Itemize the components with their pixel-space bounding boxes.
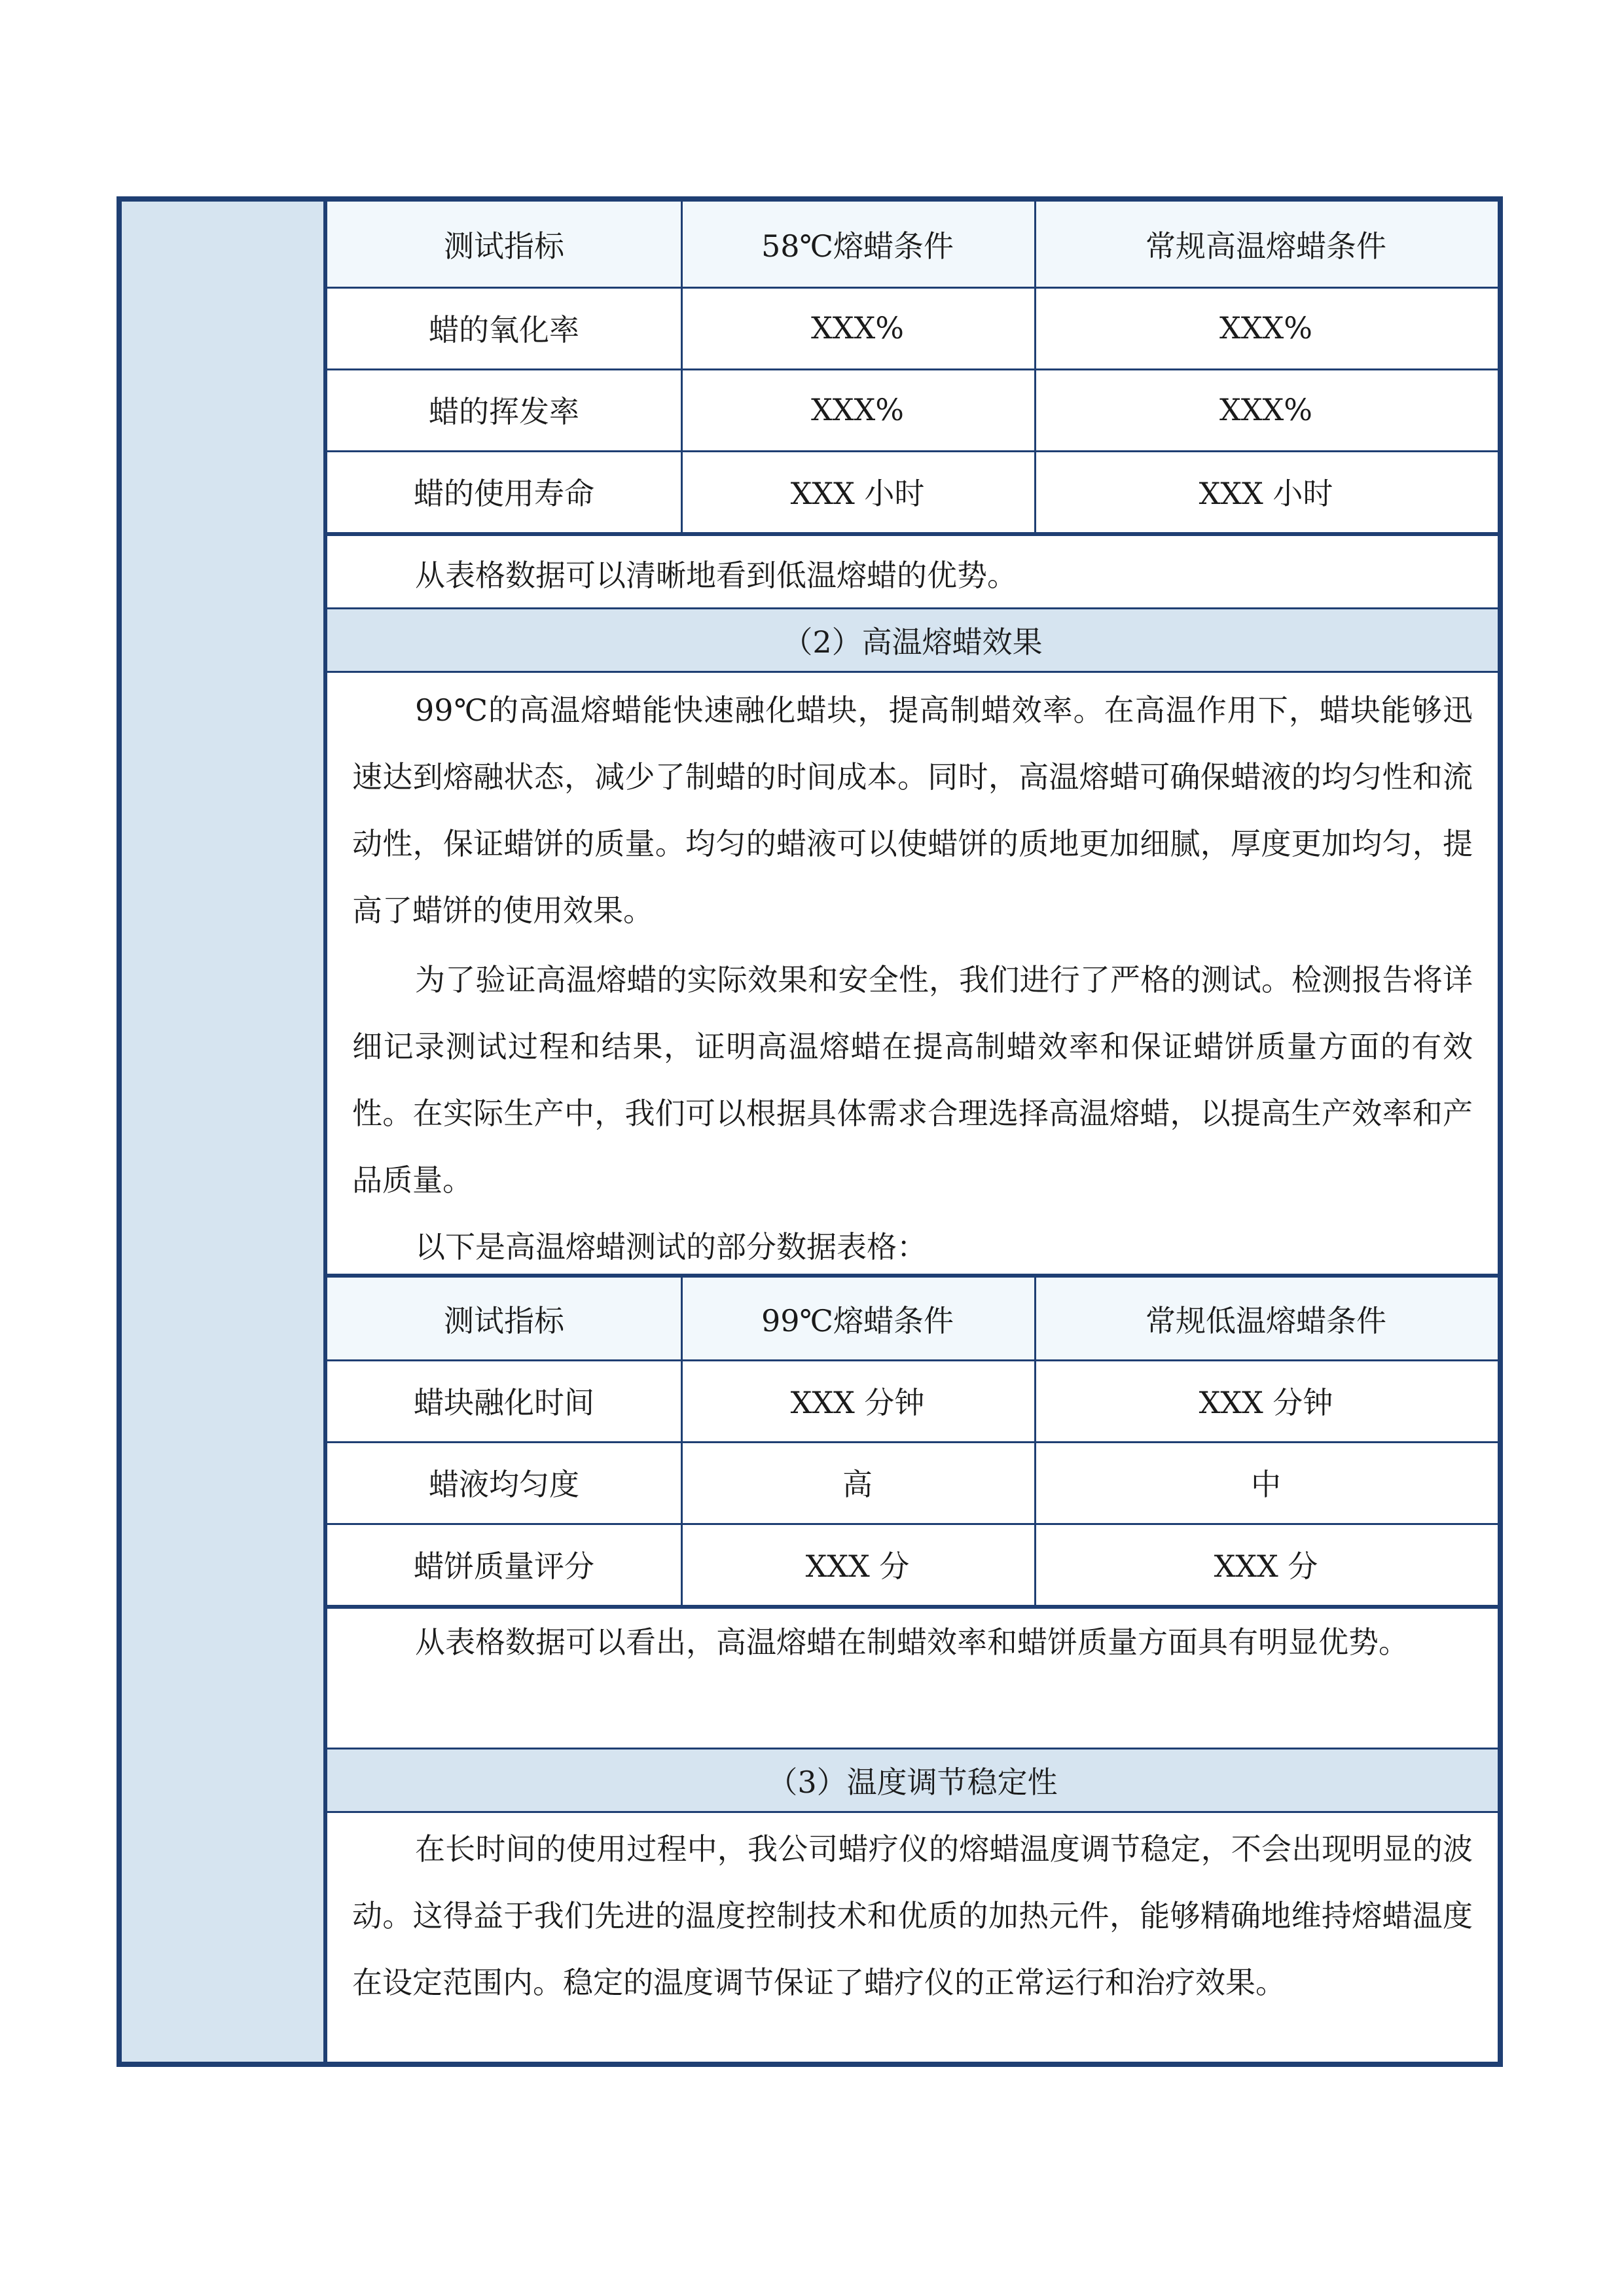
table2-conclusion: 从表格数据可以看出，高温熔蜡在制蜡效率和蜡饼质量方面具有明显优势。	[415, 1624, 1409, 1660]
table-row	[327, 1523, 1498, 1605]
divider	[327, 1811, 1498, 1813]
divider	[327, 671, 1498, 673]
table-row	[327, 1441, 1498, 1523]
table1-cell: XXX%	[811, 310, 904, 346]
content-frame	[117, 196, 1503, 2067]
divider	[681, 1278, 683, 1605]
table2-cell: 蜡块融化时间	[414, 1384, 594, 1420]
table1-cell: 蜡的使用寿命	[414, 475, 594, 511]
table2-cell: 高	[842, 1466, 873, 1502]
table1-cell: XXX%	[811, 391, 904, 427]
section2-title: （2）高温熔蜡效果	[327, 609, 1498, 671]
table-row	[327, 287, 1498, 368]
table2-header-row	[327, 1278, 1498, 1359]
divider	[327, 368, 1498, 370]
table1-cell: 蜡的挥发率	[429, 393, 579, 429]
table-row	[327, 368, 1498, 450]
table-row	[327, 450, 1498, 532]
section2-paragraph-1: 99℃的高温熔蜡能快速融化蜡块，提高制蜡效率。在高温作用下，蜡块能够迅速达到熔融状态，减少了制蜡的时间成本。同时，高温熔蜡可确保蜡液的均匀性和流动性，保证蜡饼的质量。均匀的蜡液可以使蜡饼的质地更加细腻，厚度更加均匀，提高了蜡饼的使用效果。	[352, 692, 1473, 928]
table2-cell: 蜡饼质量评分	[414, 1548, 594, 1584]
section2-paragraph-3: 以下是高温熔蜡测试的部分数据表格：	[415, 1229, 927, 1265]
divider	[327, 1523, 1498, 1525]
divider	[327, 287, 1498, 289]
table-row	[327, 1359, 1498, 1441]
left-sidebar-column	[122, 202, 327, 2062]
divider	[327, 1359, 1498, 1361]
divider	[327, 532, 1498, 536]
table2-cell: 蜡液均匀度	[429, 1466, 579, 1502]
table1-cell: XXX%	[1219, 391, 1312, 427]
table1-header-row	[327, 202, 1498, 287]
table2-header-cell: 测试指标	[444, 1302, 564, 1338]
table1-header-cell: 常规高温熔蜡条件	[1146, 228, 1386, 264]
table1-header-cell: 测试指标	[444, 228, 564, 264]
table2-cell: XXX 分	[1214, 1548, 1318, 1584]
content-column	[327, 202, 1498, 2062]
table1-cell: XXX%	[1219, 310, 1312, 346]
section3-title: （3）温度调节稳定性	[327, 1749, 1498, 1811]
table2-cell: 中	[1251, 1466, 1281, 1502]
table1-cell: XXX 小时	[790, 475, 925, 511]
table2-header-cell: 99℃熔蜡条件	[761, 1302, 954, 1338]
table2-cell: XXX 分	[805, 1548, 910, 1584]
divider	[681, 202, 683, 532]
table2-cell: XXX 分钟	[1199, 1384, 1333, 1420]
divider	[327, 1441, 1498, 1443]
divider	[1034, 1278, 1036, 1605]
divider	[1034, 202, 1036, 532]
divider	[327, 450, 1498, 452]
table2-header-cell: 常规低温熔蜡条件	[1146, 1302, 1386, 1338]
table1-header-cell: 58℃熔蜡条件	[761, 228, 954, 264]
table2-cell: XXX 分钟	[790, 1384, 925, 1420]
section2-paragraph-2: 为了验证高温熔蜡的实际效果和安全性，我们进行了严格的测试。检测报告将详细记录测试过程和结果，证明高温熔蜡在提高制蜡效率和保证蜡饼质量方面的有效性。在实际生产中，我们可以根据具体需求合理选择高温熔蜡，以提高生产效率和产品质量。	[352, 962, 1473, 1198]
table1-cell: 蜡的氧化率	[429, 312, 579, 348]
table1-cell: XXX 小时	[1199, 475, 1333, 511]
section3-paragraph: 在长时间的使用过程中，我公司蜡疗仪的熔蜡温度调节稳定，不会出现明显的波动。这得益于我们先进的温度控制技术和优质的加热元件，能够精确地维持熔蜡温度在设定范围内。稳定的温度调节保证了蜡疗仪的正常运行和治疗效果。	[352, 1831, 1473, 2000]
table1-conclusion: 从表格数据可以清晰地看到低温熔蜡的优势。	[415, 558, 1017, 593]
